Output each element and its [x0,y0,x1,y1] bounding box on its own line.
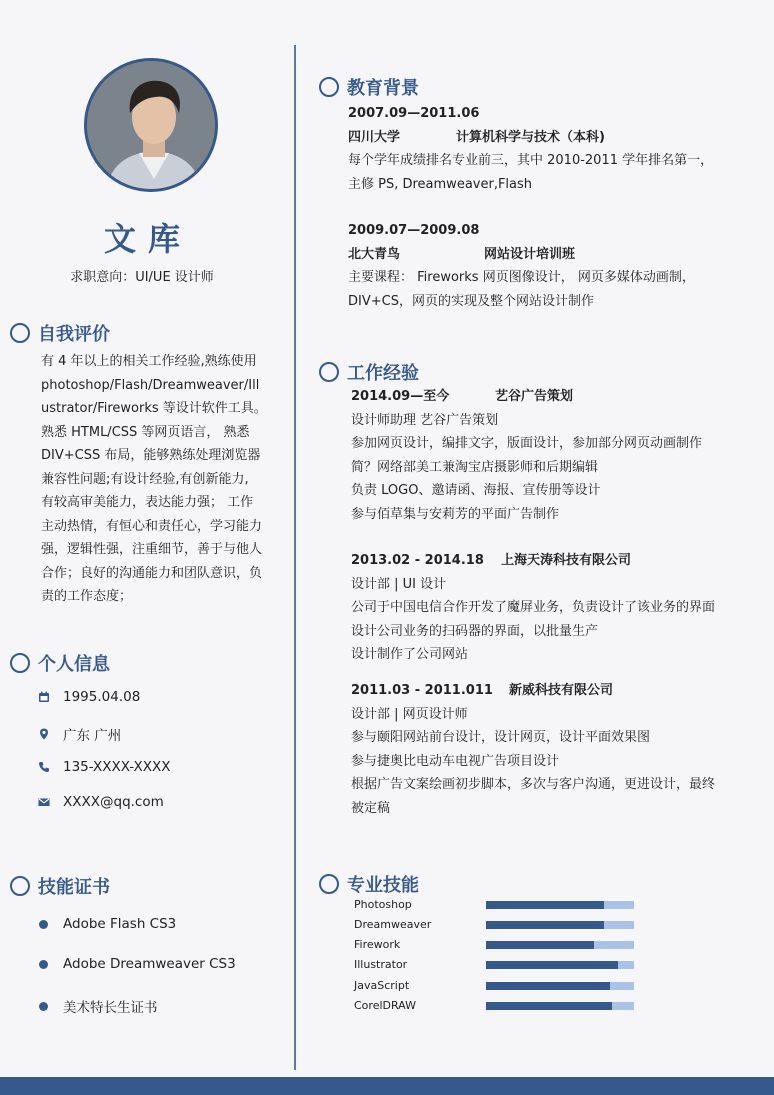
bullet-dot-icon [39,960,48,969]
self-eval-line: 有 4 年以上的相关工作经验,熟练使用 [41,354,257,369]
work-line: 参加网页设计，编排文字，版面设计，参加部分网页动画制作 [351,436,703,451]
self-eval-line: 合作；良好的沟通能力和团队意识，负 [41,565,263,581]
skill-name: Dreamweaver [354,918,432,931]
skill-row [354,999,634,1012]
skill-bar-fill [486,901,604,909]
education-title: 教育背景 [347,78,419,99]
work-title: 工作经验 [347,363,419,384]
footer-bar [0,1077,774,1095]
skill-row [354,898,634,911]
self-eval-line: 责的工作态度； [41,589,133,604]
personal-info-header [10,650,110,676]
mail-icon [38,796,50,808]
education-entry [348,102,768,196]
section-ring-icon [319,874,339,894]
certificate-item [39,956,236,972]
work-line: 设计师助理 艺谷广告策划 [351,412,499,428]
work-period-company [351,385,771,409]
work-company: 新威科技有限公司 [509,683,614,698]
skill-bar [486,982,634,990]
phone-value: 135-XXXX-XXXX [63,759,171,775]
skill-name: CorelDRAW [354,999,416,1012]
skill-bar-fill [486,982,610,990]
skill-bar [486,901,634,909]
self-eval-line: 熟悉 HTML/CSS 等网页语言， 熟悉 [41,424,250,440]
certificate-item [39,916,176,932]
self-eval-text [41,350,291,609]
education-school-major [348,243,768,267]
section-ring-icon [10,876,30,896]
self-eval-line: DIV+CSS 布局，能够熟练处理浏览器 [41,448,261,463]
self-eval-line: 有较高审美能力，表达能力强； 工作 [41,495,254,510]
section-ring-icon [319,362,339,382]
work-period-company [351,679,771,703]
phone-row [38,759,170,775]
profile-photo [84,58,218,192]
work-line: 设计公司业务的扫码器的界面，以批量生产 [351,623,599,639]
skill-bar-fill [486,961,618,969]
birthday-value: 1995.04.08 [63,689,141,705]
education-line: 主修 PS, Dreamweaver,Flash [348,176,533,192]
skill-name: Illustrator [354,958,408,971]
skill-row [354,918,634,931]
work-line: 被定稿 [351,800,391,816]
work-period-company [351,549,771,573]
column-divider [294,45,296,1070]
major-name: 计算机科学与技术（本科) [456,129,605,145]
work-line: 根据广告文案绘画初步脚本，多次与客户沟通，更进设计，最终 [351,777,716,792]
person-photo-icon [87,61,218,192]
education-line: DIV+CS，网页的实现及整个网站设计制作 [348,293,594,309]
email-row [38,794,164,810]
certificates-header [10,873,110,899]
section-ring-icon [319,77,339,97]
bullet-dot-icon [39,920,48,929]
candidate-name: 文库 [103,220,192,258]
phone-icon [38,761,50,773]
skill-row [354,958,634,971]
self-eval-line: ustrator/Fireworks 等设计软件工具。 [41,401,267,416]
self-eval-line: photoshop/Flash/Dreamweaver/Ill [41,377,260,393]
skills-title: 专业技能 [347,875,419,896]
skill-name: JavaScript [354,979,410,992]
self-eval-header [10,320,110,346]
work-line: 参与颐阳网站前台设计，设计网页，设计平面效果图 [351,730,651,745]
birthday-row [38,689,140,705]
education-period: 2009.07—2009.08 [348,223,480,238]
education-entry [348,219,768,313]
work-line: 设计制作了公司网站 [351,647,469,662]
skill-row [354,938,634,951]
work-period: 2013.02 - 2014.18 [351,553,484,568]
certificate-item [39,996,158,1016]
work-entry [351,549,771,667]
skills-header [319,871,419,897]
education-header [319,74,419,100]
work-line: 参与捷奥比电动车电视广告项目设计 [351,753,560,769]
work-line: 设计部 | 网页设计师 [351,706,468,722]
section-ring-icon [10,653,30,673]
email-value: XXXX@qq.com [63,794,164,810]
work-line: 设计部 | UI 设计 [351,576,447,592]
section-ring-icon [10,323,30,343]
skill-bar [486,1002,634,1010]
certificate-label: 美术特长生证书 [63,1000,158,1016]
location-value: 广东 广州 [63,728,122,744]
work-line: 负责 LOGO、邀请函、海报、宣传册等设计 [351,483,601,498]
school-name: 北大青鸟 [348,246,401,262]
education-school-major [348,126,768,150]
self-eval-line: 强，逻辑性强，注重细节，善于与他人 [41,542,263,557]
work-line: 简？网络部美工兼淘宝店摄影师和后期编辑 [351,459,599,475]
skill-bar-fill [486,921,604,929]
self-eval-line: 主动热情，有恒心和责任心，学习能力 [41,518,263,534]
self-eval-title: 自我评价 [38,324,110,345]
work-line: 公司于中国电信合作开发了魔屏业务，负责设计了该业务的界面 [351,600,716,615]
certificate-label: Adobe Dreamweaver CS3 [63,956,236,972]
education-period: 2007.09—2011.06 [348,106,480,121]
skill-bar [486,941,634,949]
skill-bar [486,921,634,929]
work-entry [351,385,771,526]
bullet-dot-icon [39,1002,48,1011]
major-name: 网站设计培训班 [484,246,576,262]
work-period: 2014.09—至今 [351,389,450,404]
education-line: 主要课程： Fireworks 网页图像设计， 网页多媒体动画制， [348,270,695,285]
skill-name: Firework [354,938,401,951]
skill-bar-fill [486,1002,612,1010]
work-company: 上海天涛科技有限公司 [501,553,632,568]
work-company: 艺谷广告策划 [495,389,574,404]
location-row [38,724,121,744]
work-period: 2011.03 - 2011.011 [351,683,493,698]
skill-row [354,979,634,992]
calendar-icon [38,691,50,703]
skill-bar-fill [486,941,594,949]
work-line: 参与佰草集与安莉芳的平面广告制作 [351,506,560,522]
self-eval-line: 兼容性问题;有设计经验,有创新能力, [41,471,249,487]
personal-info-title: 个人信息 [38,654,110,675]
work-header [319,359,419,385]
location-pin-icon [38,728,50,740]
skill-bar [486,961,634,969]
education-line: 每个学年成绩排名专业前三，其中 2010-2011 学年排名第一， [348,153,714,168]
school-name: 四川大学 [348,129,401,145]
skill-name: Photoshop [354,898,412,911]
certificates-title: 技能证书 [38,877,110,898]
work-entry [351,679,771,820]
job-target: 求职意向：UI/UE 设计师 [70,270,214,285]
certificate-label: Adobe Flash CS3 [63,916,177,932]
